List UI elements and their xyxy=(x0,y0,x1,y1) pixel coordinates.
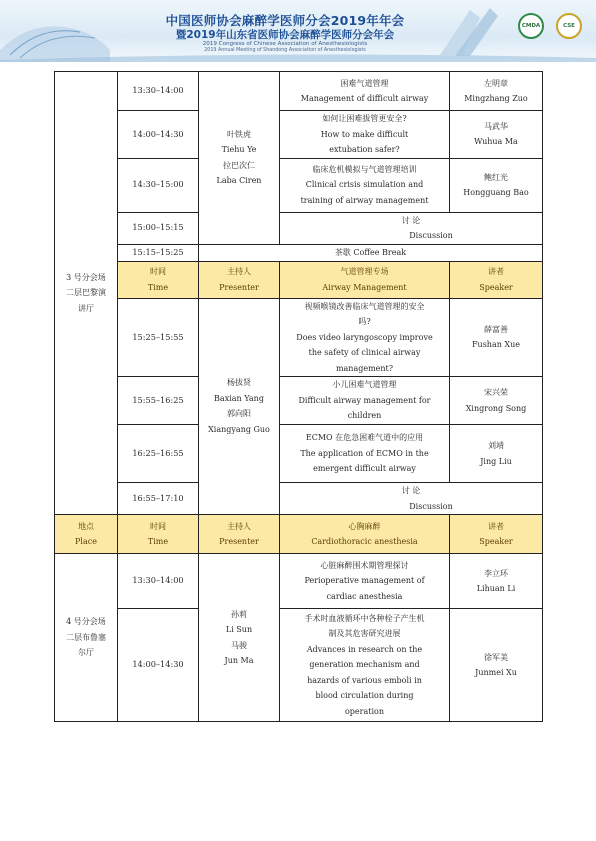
topic-cell: 心脏麻醉围术期管理探讨 Perioperative management of cardiac anesthesia xyxy=(280,554,450,609)
speaker-cell: 宋兴荣 Xingrong Song xyxy=(450,377,543,425)
time-cell: 14:00–14:30 xyxy=(118,111,199,159)
time-cell: 16:25–16:55 xyxy=(118,425,199,483)
speaker-cell: 左明章 Mingzhang Zuo xyxy=(450,72,543,111)
speaker-cell: 刘靖 Jing Liu xyxy=(450,425,543,483)
presenter-cell: 叶铁虎 Tiehu Ye 拉巴次仁 Laba Ciren xyxy=(199,72,280,245)
time-cell: 16:55–17:10 xyxy=(118,483,199,515)
time-cell: 15:15–15:25 xyxy=(118,244,199,261)
header-place: 地点 Place xyxy=(55,515,118,554)
topic-cell: 视频喉镜改善临床气道管理的安全 吗? Does video laryngoscopy improve the safety of clinical airway management? xyxy=(280,298,450,377)
header-speaker: 讲者 Speaker xyxy=(450,261,543,298)
table-row xyxy=(55,298,543,377)
topic-cell: 如何让困难拔管更安全? How to make difficult extubation safer? xyxy=(280,111,450,159)
table-row xyxy=(55,244,543,261)
topic-cell: 临床危机模拟与气道管理培训 Clinical crisis simulation and training of airway management xyxy=(280,158,450,212)
table-row xyxy=(55,377,543,425)
banner-title-en: 2019 Congress of Chinese Association of Anesthesiologists xyxy=(202,41,368,47)
header-topic: 心胸麻醉 Cardiothoracic anesthesia xyxy=(280,515,450,554)
topic-cell: 小儿困难气道管理 Difficult airway management for children xyxy=(280,377,450,425)
discussion-cell: 讨 论 Discussion xyxy=(280,212,543,244)
time-cell: 15:55–16:25 xyxy=(118,377,199,425)
header-time: 时间 Time xyxy=(118,515,199,554)
table-row xyxy=(55,158,543,212)
table-row xyxy=(55,609,543,722)
time-cell: 15:00–15:15 xyxy=(118,212,199,244)
discussion-cell: 讨 论 Discussion xyxy=(280,483,543,515)
cmda-logo: CMDA xyxy=(518,13,544,39)
table-row xyxy=(55,483,543,515)
topic-cell: 困难气道管理 Management of difficult airway xyxy=(280,72,450,111)
banner-title-cn: 中国医师协会麻醉学医师分会2019年年会 xyxy=(165,13,405,28)
speaker-cell: 李立环 Lihuan Li xyxy=(450,554,543,609)
header-presenter: 主持人 Presenter xyxy=(199,515,280,554)
speaker-cell: 徐军美 Junmei Xu xyxy=(450,609,543,722)
venue-hall3: 3 号分会场 二层巴黎演 讲厅 xyxy=(55,72,118,515)
table-row xyxy=(55,72,543,111)
time-cell: 15:25–15:55 xyxy=(118,298,199,377)
header-topic: 气道管理专场 Airway Management xyxy=(280,261,450,298)
presenter-cell: 孙莉 Li Sun 马骏 Jun Ma xyxy=(199,554,280,722)
speaker-cell: 薛富善 Fushan Xue xyxy=(450,298,543,377)
society-logo: CSE xyxy=(556,13,582,39)
time-cell: 14:30–15:00 xyxy=(118,158,199,212)
banner-subtitle-en: 2019 Annual Meeting of Shandong Association of Anesthesiologists xyxy=(204,48,366,53)
coffee-break-cell: 茶歇 Coffee Break xyxy=(199,244,543,261)
section-header-row xyxy=(55,515,543,554)
header-presenter: 主持人 Presenter xyxy=(199,261,280,298)
topic-cell: 手术时血液循环中各种栓子产生机 制及其危害研究进展 Advances in research on the generation mechanism and hazards of various emboli in blood circulation during operation xyxy=(280,609,450,722)
time-cell: 13:30–14:00 xyxy=(118,554,199,609)
header-speaker: 讲者 Speaker xyxy=(450,515,543,554)
topic-cell: ECMO 在危急困难气道中的应用 The application of ECMO in the emergent difficult airway xyxy=(280,425,450,483)
schedule-table xyxy=(54,71,543,722)
time-cell: 13:30–14:00 xyxy=(118,72,199,111)
table-row xyxy=(55,425,543,483)
speaker-cell: 马武华 Wuhua Ma xyxy=(450,111,543,159)
table-row xyxy=(55,554,543,609)
table-row xyxy=(55,212,543,244)
banner-subtitle-cn: 暨2019年山东省医师协会麻醉学医师分会年会 xyxy=(175,29,395,41)
speaker-cell: 鲍红光 Hongguang Bao xyxy=(450,158,543,212)
table-row xyxy=(55,111,543,159)
section-header-row xyxy=(55,261,543,298)
header-time: 时间 Time xyxy=(118,261,199,298)
venue-hall4: 4 号分会场 二层布鲁塞 尔厅 xyxy=(55,554,118,722)
time-cell: 14:00–14:30 xyxy=(118,609,199,722)
header-banner xyxy=(0,0,596,62)
presenter-cell: 杨拔贤 Baxian Yang 郭向阳 Xiangyang Guo xyxy=(199,298,280,515)
